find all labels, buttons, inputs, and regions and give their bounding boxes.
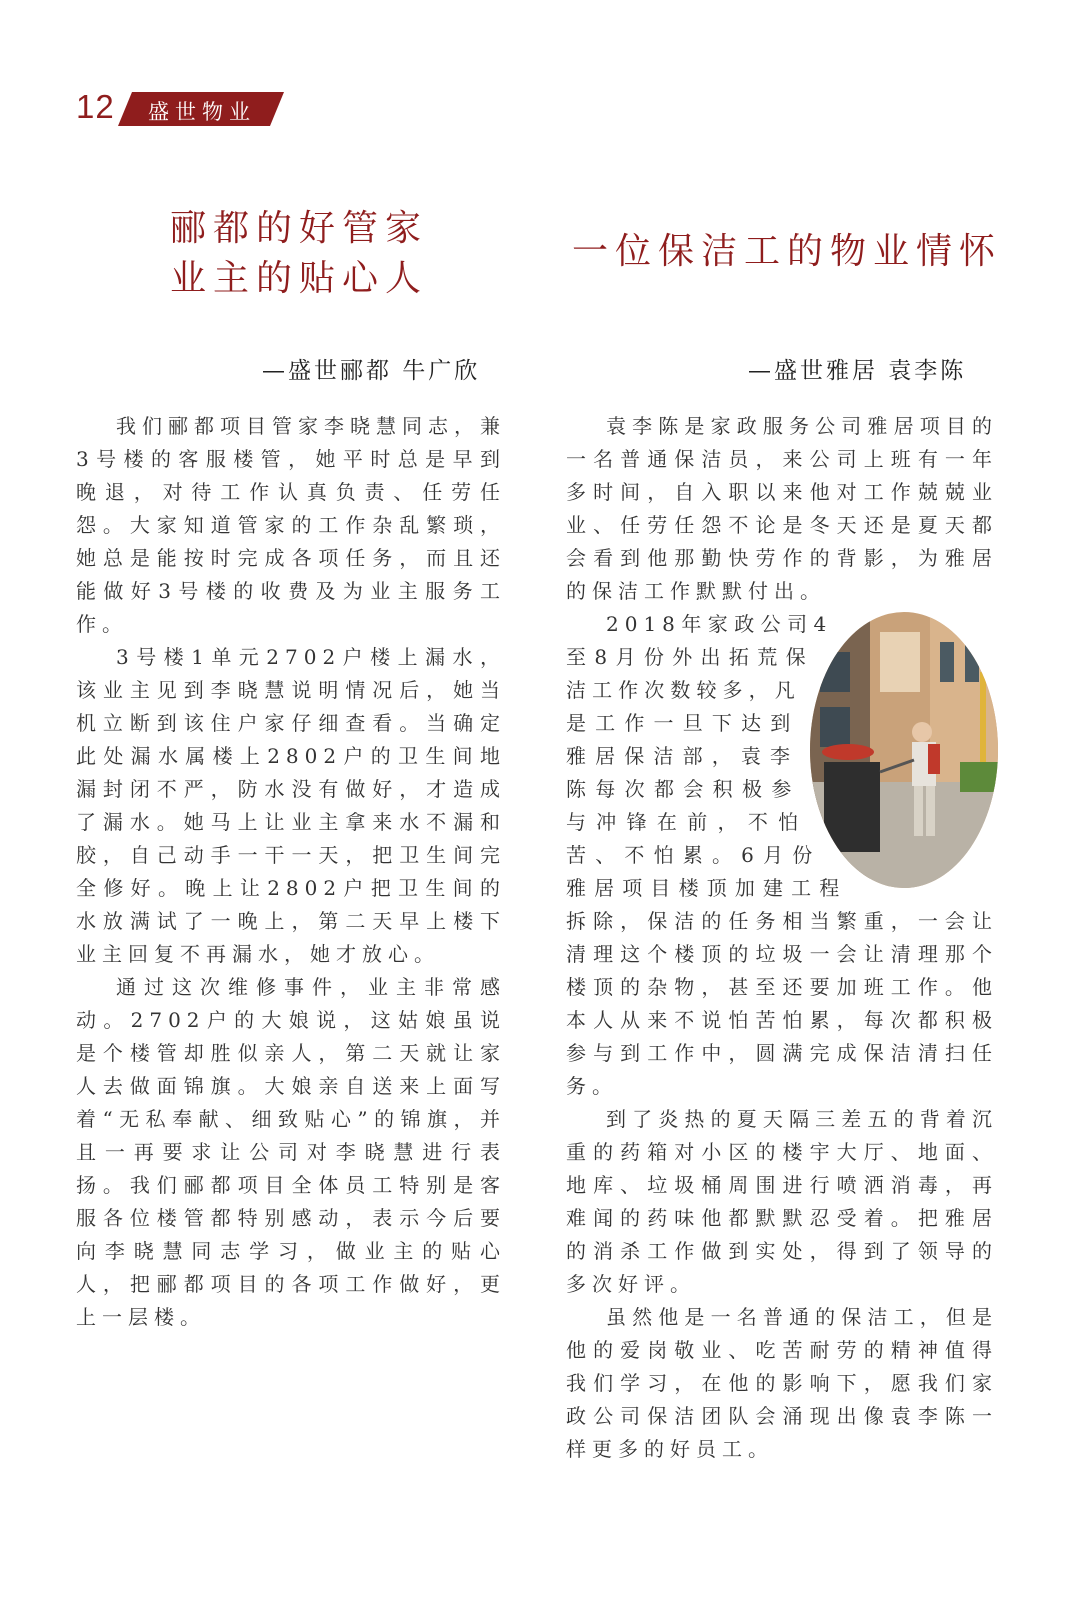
article-right-title: 一位保洁工的物业情怀 xyxy=(572,231,1003,272)
page-header xyxy=(0,0,1087,140)
paragraph: 3号楼1单元2702户楼上漏水，该业主见到李晓慧说明情况后，她当机立断到该住户家仔细查看。当确定此处漏水属楼上2802户的卫生间地漏封闭不严，防水没有做好，才造成了漏水。她马上让业主拿来水不漏和胶，自己动手一干一天，把卫生间完全修好。晚上让2802户把卫生间的水放满试了一晚上，第二天早上楼下业主回复不再漏水，她才放心。 xyxy=(76,645,506,966)
article-left-body xyxy=(76,410,506,1334)
paragraph: 我们郦都项目管家李晓慧同志，兼3号楼的客服楼管，她平时总是早到晚退，对待工作认真负责、任劳任怨。大家知道管家的工作杂乱繁琐，她总是能按时完成各项任务，而且还能做好3号楼的收费及为业主服务工作。 xyxy=(76,414,506,636)
article-left-title-line-1: 郦都的好管家 xyxy=(170,208,429,249)
article-left-title xyxy=(170,204,450,304)
article-left-byline: —盛世郦都 牛广欣 xyxy=(262,358,481,384)
magazine-title: 盛世物业 xyxy=(148,100,256,124)
paragraph: 通过这次维修事件，业主非常感动。2702户的大娘说，这姑娘虽说是个楼管却胜似亲人，第二天就让家人去做面锦旗。大娘亲自送来上面写着“无私奉献、细致贴心”的锦旗，并且一再要求让公司对李晓慧进行表扬。我们郦都项目全体员工特别是客服各位楼管都特别感动，表示今后要向李晓慧同志学习，做业主的贴心人，把郦都项目的各项工作做好，更上一层楼。 xyxy=(76,975,506,1329)
paragraph: 到了炎热的夏天隔三差五的背着沉重的药箱对小区的楼宇大厅、地面、地库、垃圾桶周围进行喷洒消毒，再难闻的药味他都默默忍受着。把雅居的消杀工作做到实处，得到了领导的多次好评。 xyxy=(566,1107,998,1296)
paragraph: 袁李陈是家政服务公司雅居项目的一名普通保洁员，来公司上班有一年多时间，自入职以来他对工作兢兢业业、任劳任怨不论是冬天还是夏天都会看到他那勤快劳作的背影，为雅居的保洁工作默默付出。 xyxy=(566,414,998,603)
article-left-title-line-2: 业主的贴心人 xyxy=(170,258,429,299)
page-number: 12 xyxy=(76,88,115,125)
paragraph: 2018年家政公司4至8月份外出拓荒保洁工作次数较多，凡是工作一旦下达到雅居保洁部，袁李陈每次都会积极参与冲锋在前，不怕苦、不怕累。6月份雅居项目楼顶加建工程拆除，保洁的任务相当繁重，一会让清理这个楼顶的垃圾一会让清理那个楼顶的杂物，甚至还要加班工作。他本人从来不说怕苦怕累，每次都积极参与到工作中，圆满完成保洁清扫任务。 xyxy=(566,612,998,1098)
article-right-body xyxy=(566,410,998,1466)
cleaner-photo xyxy=(810,612,998,888)
paragraph: 虽然他是一名普通的保洁工，但是他的爱岗敬业、吃苦耐劳的精神值得我们学习，在他的影响下，愿我们家政公司保洁团队会涌现出像袁李陈一样更多的好员工。 xyxy=(566,1305,998,1461)
article-right-byline: —盛世雅居 袁李陈 xyxy=(748,358,967,384)
